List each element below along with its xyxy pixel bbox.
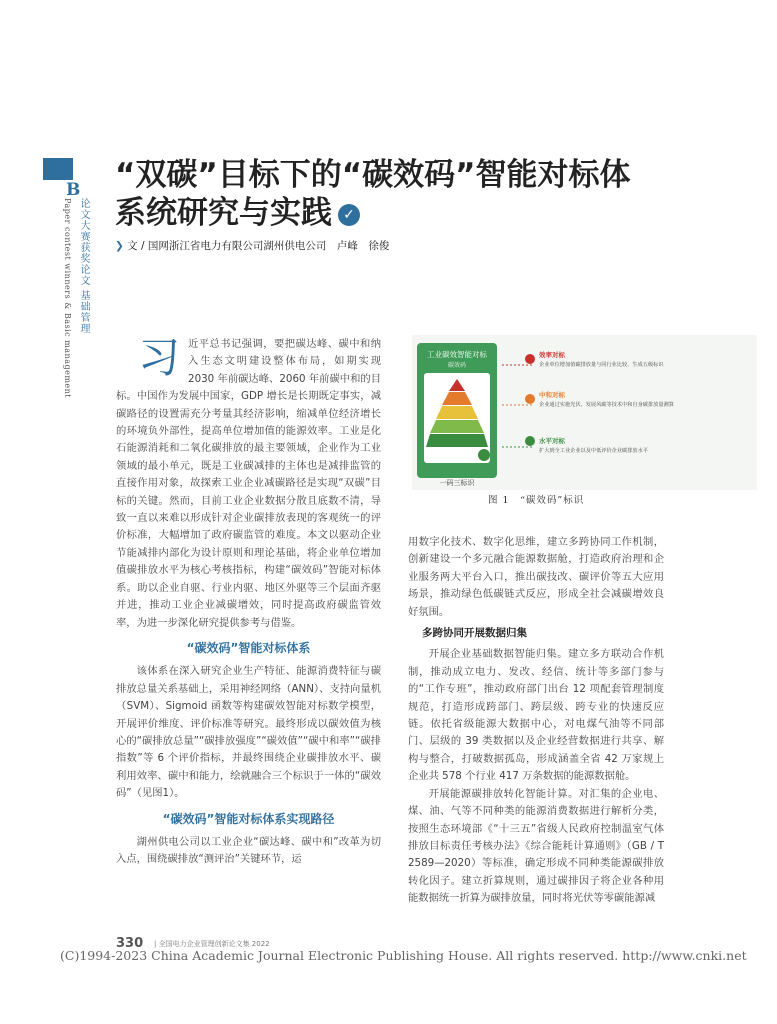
section-color-bar [43,158,73,180]
item-icon-level [525,436,535,446]
item-desc: 扩大到全工业企业以及中低评价企业碳排放水平 [539,448,648,454]
panel-title: 工业碳效智能对标 [427,350,487,359]
item-title: 水平对标 [539,437,565,445]
item-desc: 企业通过实施光伏、发展风碳等技术中和自身碳排放量测算 [539,402,674,408]
figure-caption: 图 1 “碳效码”标识 [488,495,585,506]
panel-subtitle: 碳效码 [447,362,467,369]
title-line-1: “双碳”目标下的“碳效码”智能对标体 [115,157,631,193]
carbon-code-illustration [412,335,757,490]
bottom-label: 一码三标识 [439,479,475,487]
item-title: 效率对标 [539,351,565,359]
pyramid-level-4 [430,420,484,433]
figure-1 [412,335,757,490]
paragraph: 用数字化技术、数字化思维，建立多跨协同工作机制，创新建设一个多元融合能源数据舱，打造政府治理和企业服务两大平台入口，推出碳技改、碳评价等五大应用场景，推动绿色低碳链式反应，形成全社会减碳增效良好氛围。 [408,536,664,618]
subsection-heading: 多跨协同开展数据归集 [422,627,527,640]
article-title [115,156,675,232]
item-title: 中和对标 [539,391,565,399]
pyramid-level-5 [426,434,488,447]
section-name-en: Paper contest winners & Basic management [63,198,72,399]
section-heading-1: “碳效码”智能对标体系 [186,640,311,655]
left-column [116,333,381,869]
paragraph: 湖州供电公司以工业企业“碳达峰、碳中和”改革为切入点，围绕碳排放“测评治”关键环节，运 [116,835,381,866]
right-column [408,534,664,908]
magazine-name: | 全国电力企业管理创新论文集 2022 [154,940,270,948]
title-line-2: 系统研究与实践 ✓ [115,194,675,232]
section-heading-2: “碳效码”智能对标体系实现路径 [162,811,335,826]
paragraph: 开展能源碳排放转化智能计算。对汇集的企业电、煤、油、气等不同种类的能源消费数据进行解析分类，按照生态环境部《“十三五”省级人民政府控制温室气体排放目标责任考核办法》《综合能耗计算通则》（GB / T 2589—2020）等标准，确定形成不同种类能源碳排放转化因子。建立折算规则，通过碳排因子将企业各种用能数据统一折算为碳排放量，同时将光伏等零碳能源减 [408,787,664,905]
page-number: 330 [116,936,144,951]
cnki-watermark: (C)1994-2023 China Academic Journal Electronic Publishing House. All rights reserved. http://www.cnki.net [60,948,747,963]
paragraph: 开展企业基础数据智能归集。建立多方联动合作机制，推动成立电力、发改、经信、统计等多部门参与的“工作专班”，推动政府部门出台 12 项配套管理制度规范，打造形成跨部门、跨层级、跨专业的快速反应链。依托省级能源大数据中心，对电煤气油等不同部门、层级的 39 类数据以及企业经营数据进行共享、解构与整合，打破数据孤岛，形成涵盖全省 42 万家规上企业共 578 个行业 417 万条数据的能源数据舱。 [408,648,664,783]
section-letter: B [66,180,81,200]
pyramid-level-3 [436,406,478,419]
byline [115,238,389,253]
item-icon-neutral [525,394,535,404]
section-name-zh: 论文大赛获奖论文 基础管理 [78,198,89,335]
item-icon-efficiency [525,354,535,364]
intro-paragraph: 习近平总书记强调，要把碳达峰、碳中和纳入生态文明建设整体布局，如期实现 2030 年前碳达峰、2060 年前碳中和的目标。中国作为发展中国家，GDP 增长是长期既定事实，减碳路径的设置需充分考量其经济影响，缩减单位经济增长的环境负外部性，提高单位增加值的能源效率。工业是化石能源消耗和二氧化碳排放的最主要领域，企业作为工业领域的最小单元，既是工业碳减排的主体也是减排监管的直接作用对象，故探索工业企业减碳路径是实现“双碳”目标的关键。然而，目前工业企业数据分散且底数不清，导致一直以来难以形成针对企业碳排放表现的客观统一的评价标准，大幅增加了政府碳监管的难度。本文以驱动企业节能减排内部化为设计原则和理论基础，将企业单位增加值碳排放水平为核心考核指标，构建“碳效码”智能对标体系。助以企业自驱、行业内驱、地区外驱等三个层面齐驱并进，推动工业企业减碳增效，同时提高政府碳监管效率，为进一步深化研究提供参考与借鉴。 [116,333,381,629]
paragraph: 该体系在深入研究企业生产特征、能源消费特征与碳排放总量关系基础上，采用神经网络（ANN）、支持向量机（SVM）、Sigmoid 函数等构建碳效智能对标数学模型，开展评价维度、评价标准等研究。最终形成以碳效值为核心的“碳排放总量”“碳排放强度”“碳效值”“碳中和率”“碳排指数”等 6 个评价指标，并最终围绕企业碳排放水平、碳利用效率、碳中和能力，绘就融合三个标识于一体的“碳效码”（见图1）。 [116,665,381,800]
byline-text: 文 / 国网浙江省电力有限公司湖州供电公司 卢峰 徐俊 [127,240,390,252]
item-desc: 企业单位增加值碳排放量与同行业比较，生成五级标识 [539,362,664,368]
drop-cap: 习 [138,333,181,382]
status-dot [478,449,490,461]
chevron-right-icon: ❯ [115,240,124,252]
check-badge-icon: ✓ [338,204,360,226]
